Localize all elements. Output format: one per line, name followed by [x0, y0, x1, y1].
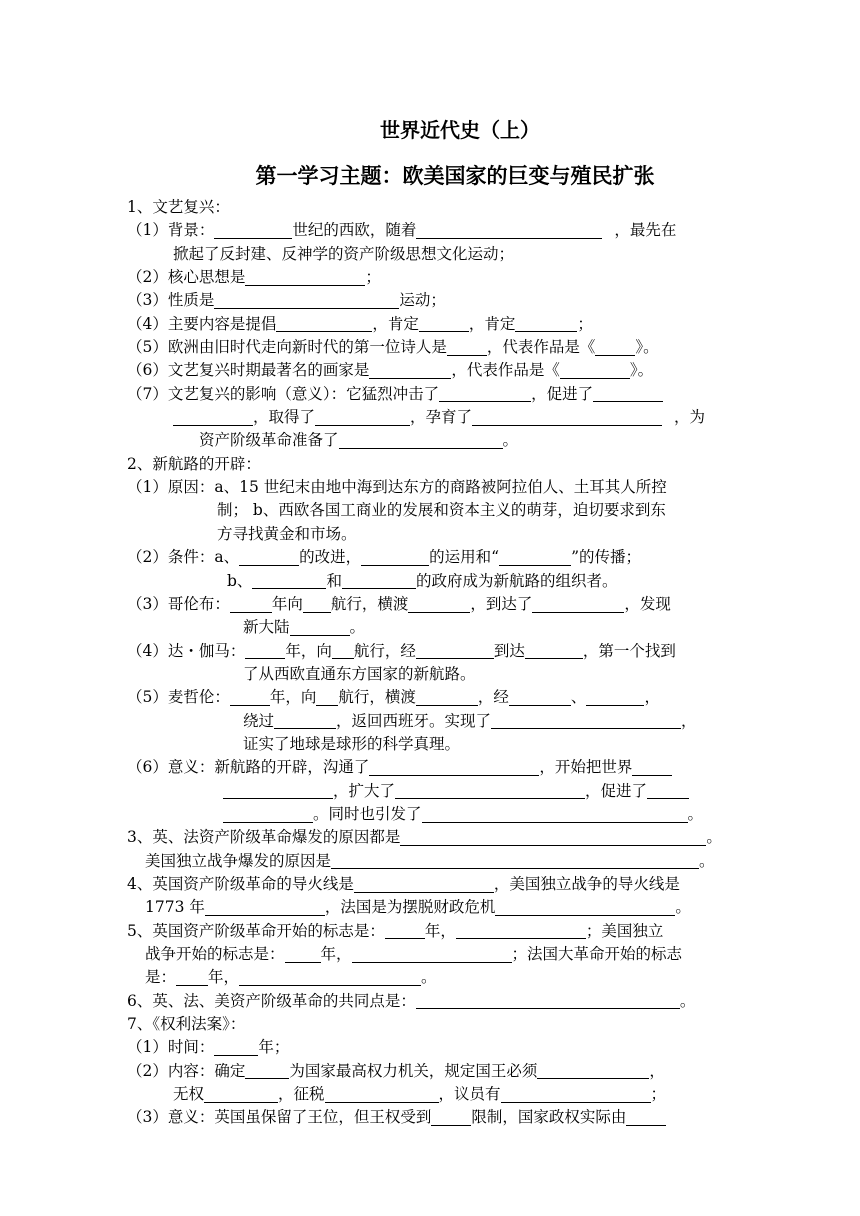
line-2-6 — [127, 756, 733, 779]
text: 美国独立战争爆发的原因是 — [145, 851, 332, 870]
blank[interactable] — [214, 291, 399, 309]
text: 。 — [421, 968, 437, 987]
blank[interactable] — [447, 338, 487, 356]
line-2-1 — [127, 476, 733, 499]
text: ”的传播； — [571, 548, 641, 567]
blank[interactable] — [223, 805, 313, 823]
blank[interactable] — [276, 314, 372, 332]
text: ，扩大了 — [333, 781, 396, 800]
text: 年向 — [271, 594, 303, 613]
line-1-4 — [127, 313, 733, 336]
blank[interactable] — [204, 1085, 278, 1103]
line-2-4-cont — [127, 663, 733, 686]
blank[interactable] — [400, 828, 706, 846]
text: ，法国是为摆脱财政危机 — [324, 898, 496, 917]
blank[interactable] — [230, 595, 272, 613]
line-4-cont — [127, 896, 733, 919]
text: ，代表作品是《 — [451, 361, 560, 380]
line-5-cont2 — [127, 966, 733, 989]
text: 年，向 — [285, 641, 332, 660]
text: （2）核心思想是 — [127, 268, 246, 287]
text: （3）哥伦布： — [127, 594, 230, 613]
blank[interactable] — [303, 595, 331, 613]
text: ， — [681, 711, 697, 730]
text: （1）时间： — [127, 1038, 215, 1057]
blank[interactable] — [532, 595, 624, 613]
text: 的政府成为新航路的组织者。 — [415, 571, 618, 590]
text: 航行，横渡 — [338, 688, 416, 707]
line-1-6 — [127, 359, 733, 382]
line-2-6-cont2 — [127, 803, 733, 826]
text: （3）意义：英国虽保留了王位，但王权受到 — [127, 1108, 432, 1127]
blank[interactable] — [245, 268, 365, 286]
blank[interactable] — [369, 361, 451, 379]
blank[interactable] — [290, 618, 350, 636]
line-1-7 — [127, 383, 733, 406]
line-2-5-cont — [127, 710, 733, 733]
text: 7、《权利法案》： — [127, 1015, 246, 1034]
text: 资产阶级革命准备了 — [199, 431, 339, 450]
blank[interactable] — [316, 688, 338, 706]
text: ，促进了 — [585, 781, 648, 800]
blank[interactable] — [515, 314, 577, 332]
blank[interactable] — [525, 641, 583, 659]
blank[interactable] — [315, 408, 410, 426]
blank[interactable] — [245, 641, 285, 659]
text: ，发现 — [624, 594, 671, 613]
blank[interactable] — [223, 781, 333, 799]
blank[interactable] — [325, 1085, 439, 1103]
text: 1773 年 — [145, 898, 205, 917]
text: （6）文艺复兴时期最著名的画家是 — [127, 361, 370, 380]
blank[interactable] — [499, 548, 571, 566]
text: 、 — [570, 688, 587, 707]
text: 到达 — [493, 641, 525, 660]
text: 掀起了反封建、反神学的资产阶级思想文化运动； — [173, 244, 515, 263]
blank[interactable] — [354, 875, 494, 893]
text: 新大陆 — [243, 618, 290, 637]
text: 》。 — [635, 338, 659, 357]
line-3 — [127, 826, 733, 849]
text: 4、英国资产阶级革命的导火线是 — [127, 874, 354, 893]
blank[interactable] — [416, 221, 602, 239]
line-3-cont — [127, 850, 733, 873]
line-7-2-cont — [127, 1083, 733, 1106]
text: 6、英、法、美资产阶级革命的共同点是： — [127, 991, 416, 1010]
text: ，经 — [477, 688, 509, 707]
section-2-heading — [127, 453, 733, 476]
line-2-1-cont — [127, 499, 733, 522]
blank[interactable] — [176, 968, 208, 986]
text: 和 — [326, 571, 342, 590]
blank[interactable] — [252, 571, 326, 589]
text: 。 — [675, 898, 691, 917]
text: 无权 — [173, 1085, 205, 1104]
text: ，开始把世界 — [539, 758, 633, 777]
blank[interactable] — [214, 221, 292, 239]
blank[interactable] — [422, 805, 688, 823]
line-2-3 — [127, 593, 733, 616]
text: b、 — [227, 571, 253, 590]
line-2-2 — [127, 546, 733, 569]
blank[interactable] — [416, 641, 494, 659]
blank[interactable] — [416, 991, 680, 1009]
blank[interactable] — [595, 338, 635, 356]
text: 限制，国家政权实际由 — [471, 1108, 627, 1127]
line-2-3-cont — [127, 616, 733, 639]
line-2-6-cont — [127, 780, 733, 803]
text: ，孕育了 — [410, 408, 473, 427]
text: 证实了地球是球形的科学真理。 — [243, 734, 461, 753]
blank[interactable] — [331, 851, 699, 869]
text: ； — [650, 1085, 667, 1104]
text: 。 — [679, 991, 696, 1010]
blank[interactable] — [239, 548, 299, 566]
blank[interactable] — [495, 898, 675, 916]
line-5 — [127, 920, 733, 943]
text: ，最先在 — [614, 221, 677, 240]
blank[interactable] — [332, 641, 354, 659]
section-1-heading — [127, 196, 733, 219]
line-1-2 — [127, 266, 733, 289]
text: （6）意义：新航路的开辟，沟通了 — [127, 758, 370, 777]
blank[interactable] — [626, 1108, 666, 1126]
text: 战争开始的标志是： — [145, 945, 285, 963]
text: ； — [577, 314, 593, 333]
blank[interactable] — [173, 408, 253, 426]
text: ，返回西班牙。实现了 — [336, 711, 492, 730]
blank[interactable] — [245, 1061, 289, 1079]
text: （1）背景： — [127, 221, 215, 240]
text: ，促进了 — [531, 384, 594, 403]
blank[interactable] — [560, 361, 630, 379]
text: 航行，经 — [353, 641, 416, 660]
text: 年，向 — [269, 688, 317, 707]
text: 3、英、法资产阶级革命爆发的原因都是 — [127, 828, 401, 847]
blank[interactable] — [205, 898, 325, 916]
text: 是： — [145, 968, 177, 987]
line-6 — [127, 990, 733, 1013]
text: ，征税 — [278, 1085, 325, 1104]
text: 绕过 — [243, 711, 275, 730]
line-5-cont — [127, 943, 733, 966]
text: ，美国独立战争的导火线是 — [493, 874, 680, 893]
text: （4）达・伽马： — [127, 641, 246, 660]
text: 为国家最高权力机关，规定国王必须 — [289, 1061, 538, 1080]
blank[interactable] — [586, 688, 644, 706]
line-2-1-cont2 — [127, 523, 733, 546]
blank[interactable] — [456, 921, 586, 939]
blank[interactable] — [361, 548, 429, 566]
text: 年， — [320, 945, 352, 963]
blank[interactable] — [274, 711, 336, 729]
line-2-2-cont — [127, 570, 733, 593]
blank[interactable] — [214, 1038, 258, 1056]
text: ；美国独立 — [585, 921, 664, 940]
text: （1）原因：a、15 世纪末由地中海到达东方的商路被阿拉伯人、土耳其人所控 — [127, 478, 667, 497]
line-7-2 — [127, 1060, 733, 1083]
text: ，为 — [674, 408, 706, 427]
blank[interactable] — [501, 1085, 651, 1103]
text: ，取得了 — [253, 408, 316, 427]
blank[interactable] — [431, 1108, 471, 1126]
blank[interactable] — [647, 781, 689, 799]
text: 航行，横渡 — [330, 594, 409, 613]
blank[interactable] — [472, 408, 662, 426]
text: ，到达了 — [470, 594, 533, 613]
text: 方寻找黄金和市场。 — [217, 524, 357, 543]
text: ，第一个找到 — [582, 641, 676, 660]
text: 了从西欧直通东方国家的新航路。 — [243, 664, 476, 683]
text: 。 — [502, 431, 519, 450]
text: ， — [649, 1061, 665, 1080]
blank[interactable] — [632, 758, 672, 776]
worksheet-body — [127, 196, 733, 1130]
line-7-1 — [127, 1036, 733, 1059]
text: 制； b、西欧各国工商业的发展和资本主义的萌芽，迫切要求到东 — [217, 501, 666, 520]
text: 年； — [258, 1038, 290, 1057]
blank[interactable] — [369, 758, 539, 776]
text: 5、英国资产阶级革命开始的标志是： — [127, 921, 385, 940]
blank[interactable] — [230, 688, 270, 706]
line-2-4 — [127, 640, 733, 663]
blank[interactable] — [385, 921, 425, 939]
text: （3）性质是 — [127, 291, 215, 310]
text: 年， — [424, 921, 456, 940]
blank[interactable] — [395, 781, 585, 799]
line-1-1-cont — [127, 243, 733, 266]
line-4 — [127, 873, 733, 896]
line-2-5-cont2 — [127, 733, 733, 756]
text: 。 — [349, 618, 366, 637]
text: 2、新航路的开辟： — [127, 454, 261, 473]
page-title: 世界近代史（上） — [380, 118, 540, 142]
blank[interactable] — [509, 688, 571, 706]
blank[interactable] — [352, 945, 512, 963]
text: 。同时也引发了 — [313, 804, 422, 823]
text: 1、文艺复兴： — [127, 198, 230, 216]
text: 的改进， — [299, 548, 362, 567]
line-1-1 — [127, 219, 733, 242]
text: ，代表作品是《 — [486, 338, 596, 357]
line-1-7-cont2 — [127, 429, 733, 452]
text: ，议员有 — [438, 1085, 501, 1104]
line-7-3 — [127, 1106, 733, 1129]
blank[interactable] — [408, 595, 470, 613]
text: 。 — [687, 804, 704, 823]
text: ；法国大革命开始的标志 — [511, 945, 683, 963]
blank[interactable] — [439, 384, 531, 402]
line-2-5 — [127, 686, 733, 709]
text: （4）主要内容是提倡 — [127, 314, 277, 333]
text: ，肯定 — [468, 314, 516, 333]
text: 运动； — [399, 291, 446, 310]
text: 。 — [699, 851, 715, 870]
text: 年， — [208, 968, 240, 987]
text: ，肯定 — [372, 314, 419, 333]
text: 》。 — [629, 361, 654, 380]
line-1-5 — [127, 336, 733, 359]
text: （7）文艺复兴的影响（意义）：它猛烈冲击了 — [127, 384, 440, 403]
text: 世纪的西欧，随着 — [292, 221, 417, 240]
text: （2）条件：a、 — [127, 548, 240, 567]
text: （5）麦哲伦： — [127, 688, 230, 707]
text: （2）内容：确定 — [127, 1061, 246, 1080]
blank[interactable] — [239, 968, 421, 986]
blank[interactable] — [419, 314, 469, 332]
text: ； — [365, 268, 381, 287]
blank[interactable] — [342, 571, 416, 589]
blank[interactable] — [285, 945, 321, 963]
text: 。 — [706, 828, 722, 847]
text: （5）欧洲由旧时代走向新时代的第一位诗人是 — [127, 338, 447, 357]
blank[interactable] — [537, 1061, 649, 1079]
line-1-3 — [127, 289, 733, 312]
blank[interactable] — [491, 711, 681, 729]
text: 的运用和“ — [429, 548, 500, 567]
blank[interactable] — [416, 688, 478, 706]
blank[interactable] — [339, 431, 503, 449]
section-7-heading — [127, 1013, 733, 1036]
page-subtitle: 第一学习主题：欧美国家的巨变与殖民扩张 — [255, 164, 655, 188]
text: ， — [644, 688, 660, 707]
blank[interactable] — [593, 384, 663, 402]
line-1-7-cont — [127, 406, 733, 429]
